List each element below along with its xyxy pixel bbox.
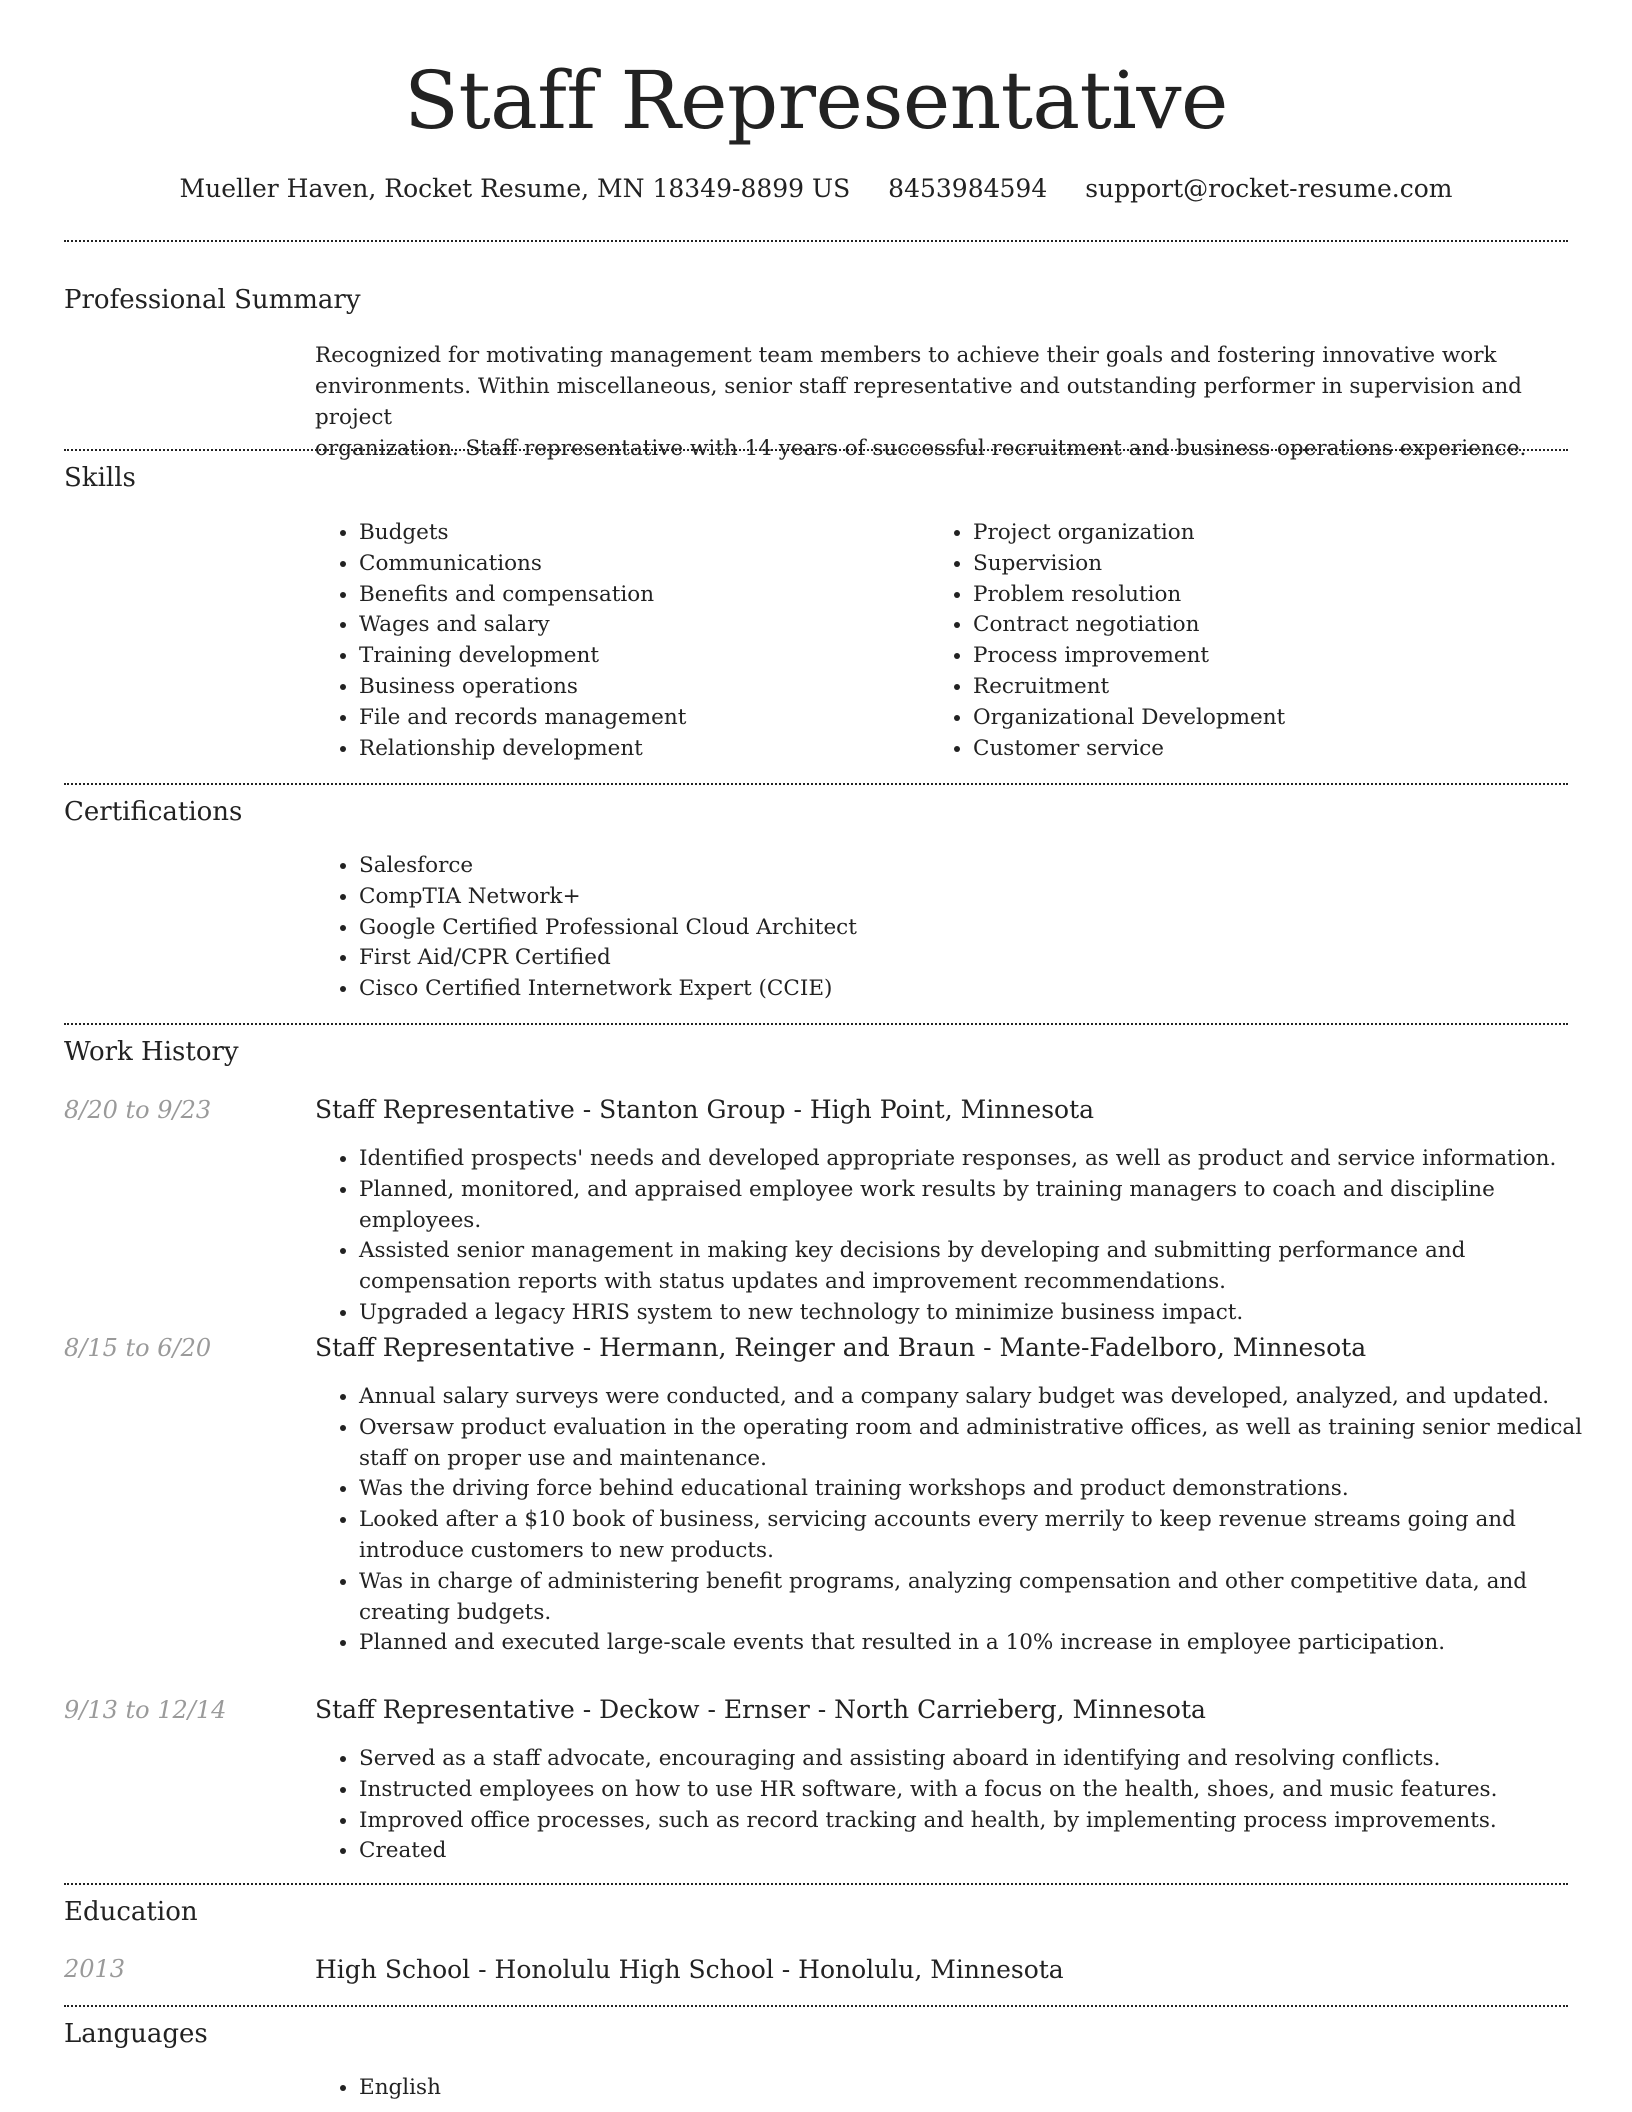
divider (64, 1883, 1568, 1885)
job-bullet: • Served as a staff advocate, encouraging and assisting aboard in identifying and resolving conflicts. (359, 1744, 1599, 1775)
job-bullet: • Planned and executed large-scale events that resulted in a 10% increase in employee participation. (359, 1628, 1599, 1659)
job-bullet: • Was in charge of administering benefit programs, analyzing compensation and other competitive data, and creating budgets. (359, 1567, 1599, 1629)
job-date: 8/20 to 9/23 (64, 1096, 212, 1124)
job-bullet: • Planned, monitored, and appraised employee work results by training managers to coach and discipline employees. (359, 1175, 1599, 1237)
job-bullets (315, 1382, 1599, 1659)
certification-item: • Google Certified Professional Cloud Architect (359, 913, 1599, 944)
job-date: 9/13 to 12/14 (64, 1696, 227, 1724)
certification-item: • CompTIA Network+ (359, 882, 1599, 913)
candidate-name: Staff Representative (404, 54, 1228, 147)
job-bullet: • Assisted senior management in making key decisions by developing and submitting performance and compensation reports with status updates and improvement recommendations. (359, 1236, 1599, 1298)
language-item: • English (359, 2073, 1599, 2104)
skill-item: • Budgets (359, 518, 919, 549)
education-entry: High School - Honolulu High School - Honolulu, Minnesota (315, 1955, 1064, 1984)
skill-item: • Recruitment (973, 672, 1593, 703)
certification-item: • First Aid/CPR Certified (359, 943, 1599, 974)
summary-line: organization. Staff representative with 14 years of successful recruitment and business operations experience. (315, 436, 1527, 461)
skills-list-left (315, 518, 919, 764)
section-title-languages: Languages (64, 2019, 208, 2049)
skill-item: • Project organization (973, 518, 1593, 549)
skill-item: • Training development (359, 641, 919, 672)
section-title-certifications: Certifications (64, 797, 243, 827)
job-bullet: • Improved office processes, such as record tracking and health, by implementing process improvements. (359, 1806, 1599, 1837)
job-title: Staff Representative - Stanton Group - High Point, Minnesota (315, 1095, 1095, 1124)
skill-item: • Contract negotiation (973, 610, 1593, 641)
email: support@rocket-resume.com (1085, 174, 1453, 203)
certifications-list (315, 851, 1599, 1005)
address: Mueller Haven, Rocket Resume, MN 18349-8899 US (179, 174, 851, 203)
divider (64, 783, 1568, 785)
job-bullet: • Identified prospects' needs and developed appropriate responses, as well as product and service information. (359, 1144, 1599, 1175)
job-bullet: • Instructed employees on how to use HR software, with a focus on the health, shoes, and music features. (359, 1775, 1599, 1806)
job-bullet: • Looked after a $10 book of business, servicing accounts every merrily to keep revenue streams going and introduce customers to new products. (359, 1505, 1599, 1567)
skill-item: • Process improvement (973, 641, 1593, 672)
skill-item: • Business operations (359, 672, 919, 703)
education-date: 2013 (64, 1955, 126, 1983)
divider (64, 2005, 1568, 2007)
section-title-education: Education (64, 1897, 198, 1927)
skill-item: • Benefits and compensation (359, 580, 919, 611)
certification-item: • Cisco Certified Internetwork Expert (CCIE) (359, 974, 1599, 1005)
skill-item: • Relationship development (359, 734, 919, 765)
job-bullet: • Upgraded a legacy HRIS system to new technology to minimize business impact. (359, 1298, 1599, 1329)
summary-line: Recognized for motivating management team members to achieve their goals and fostering innovative work (315, 343, 1497, 368)
certification-item: • Salesforce (359, 851, 1599, 882)
job-bullet: • Created (359, 1836, 1599, 1867)
skill-item: • Customer service (973, 734, 1593, 765)
job-title: Staff Representative - Hermann, Reinger and Braun - Mante-Fadelboro, Minnesota (315, 1333, 1367, 1362)
job-bullet: • Was the driving force behind educational training workshops and product demonstrations. (359, 1474, 1599, 1505)
summary-line: environments. Within miscellaneous, senior staff representative and outstanding performer in supervision and project (315, 374, 1522, 430)
section-title-skills: Skills (64, 463, 136, 493)
languages-list (315, 2073, 1599, 2104)
skills-list-right (929, 518, 1593, 764)
job-title: Staff Representative - Deckow - Ernser - North Carrieberg, Minnesota (315, 1695, 1206, 1724)
divider (64, 449, 1568, 451)
job-bullet: • Oversaw product evaluation in the operating room and administrative offices, as well as training senior medical staff on proper use and maintenance. (359, 1413, 1599, 1475)
skill-item: • Wages and salary (359, 610, 919, 641)
divider (64, 1023, 1568, 1025)
job-bullets (315, 1744, 1599, 1867)
section-title-work-history: Work History (64, 1037, 239, 1067)
section-title-summary: Professional Summary (64, 285, 361, 315)
summary-text (315, 340, 1565, 464)
skill-item: • Supervision (973, 549, 1593, 580)
phone: 8453984594 (888, 174, 1048, 203)
contact-line (0, 172, 1632, 206)
divider (64, 240, 1568, 242)
skill-item: • Communications (359, 549, 919, 580)
job-bullet: • Annual salary surveys were conducted, and a company salary budget was developed, analyzed, and updated. (359, 1382, 1599, 1413)
job-bullets (315, 1144, 1599, 1329)
job-date: 8/15 to 6/20 (64, 1334, 212, 1362)
skill-item: • File and records management (359, 703, 919, 734)
skill-item: • Problem resolution (973, 580, 1593, 611)
skill-item: • Organizational Development (973, 703, 1593, 734)
